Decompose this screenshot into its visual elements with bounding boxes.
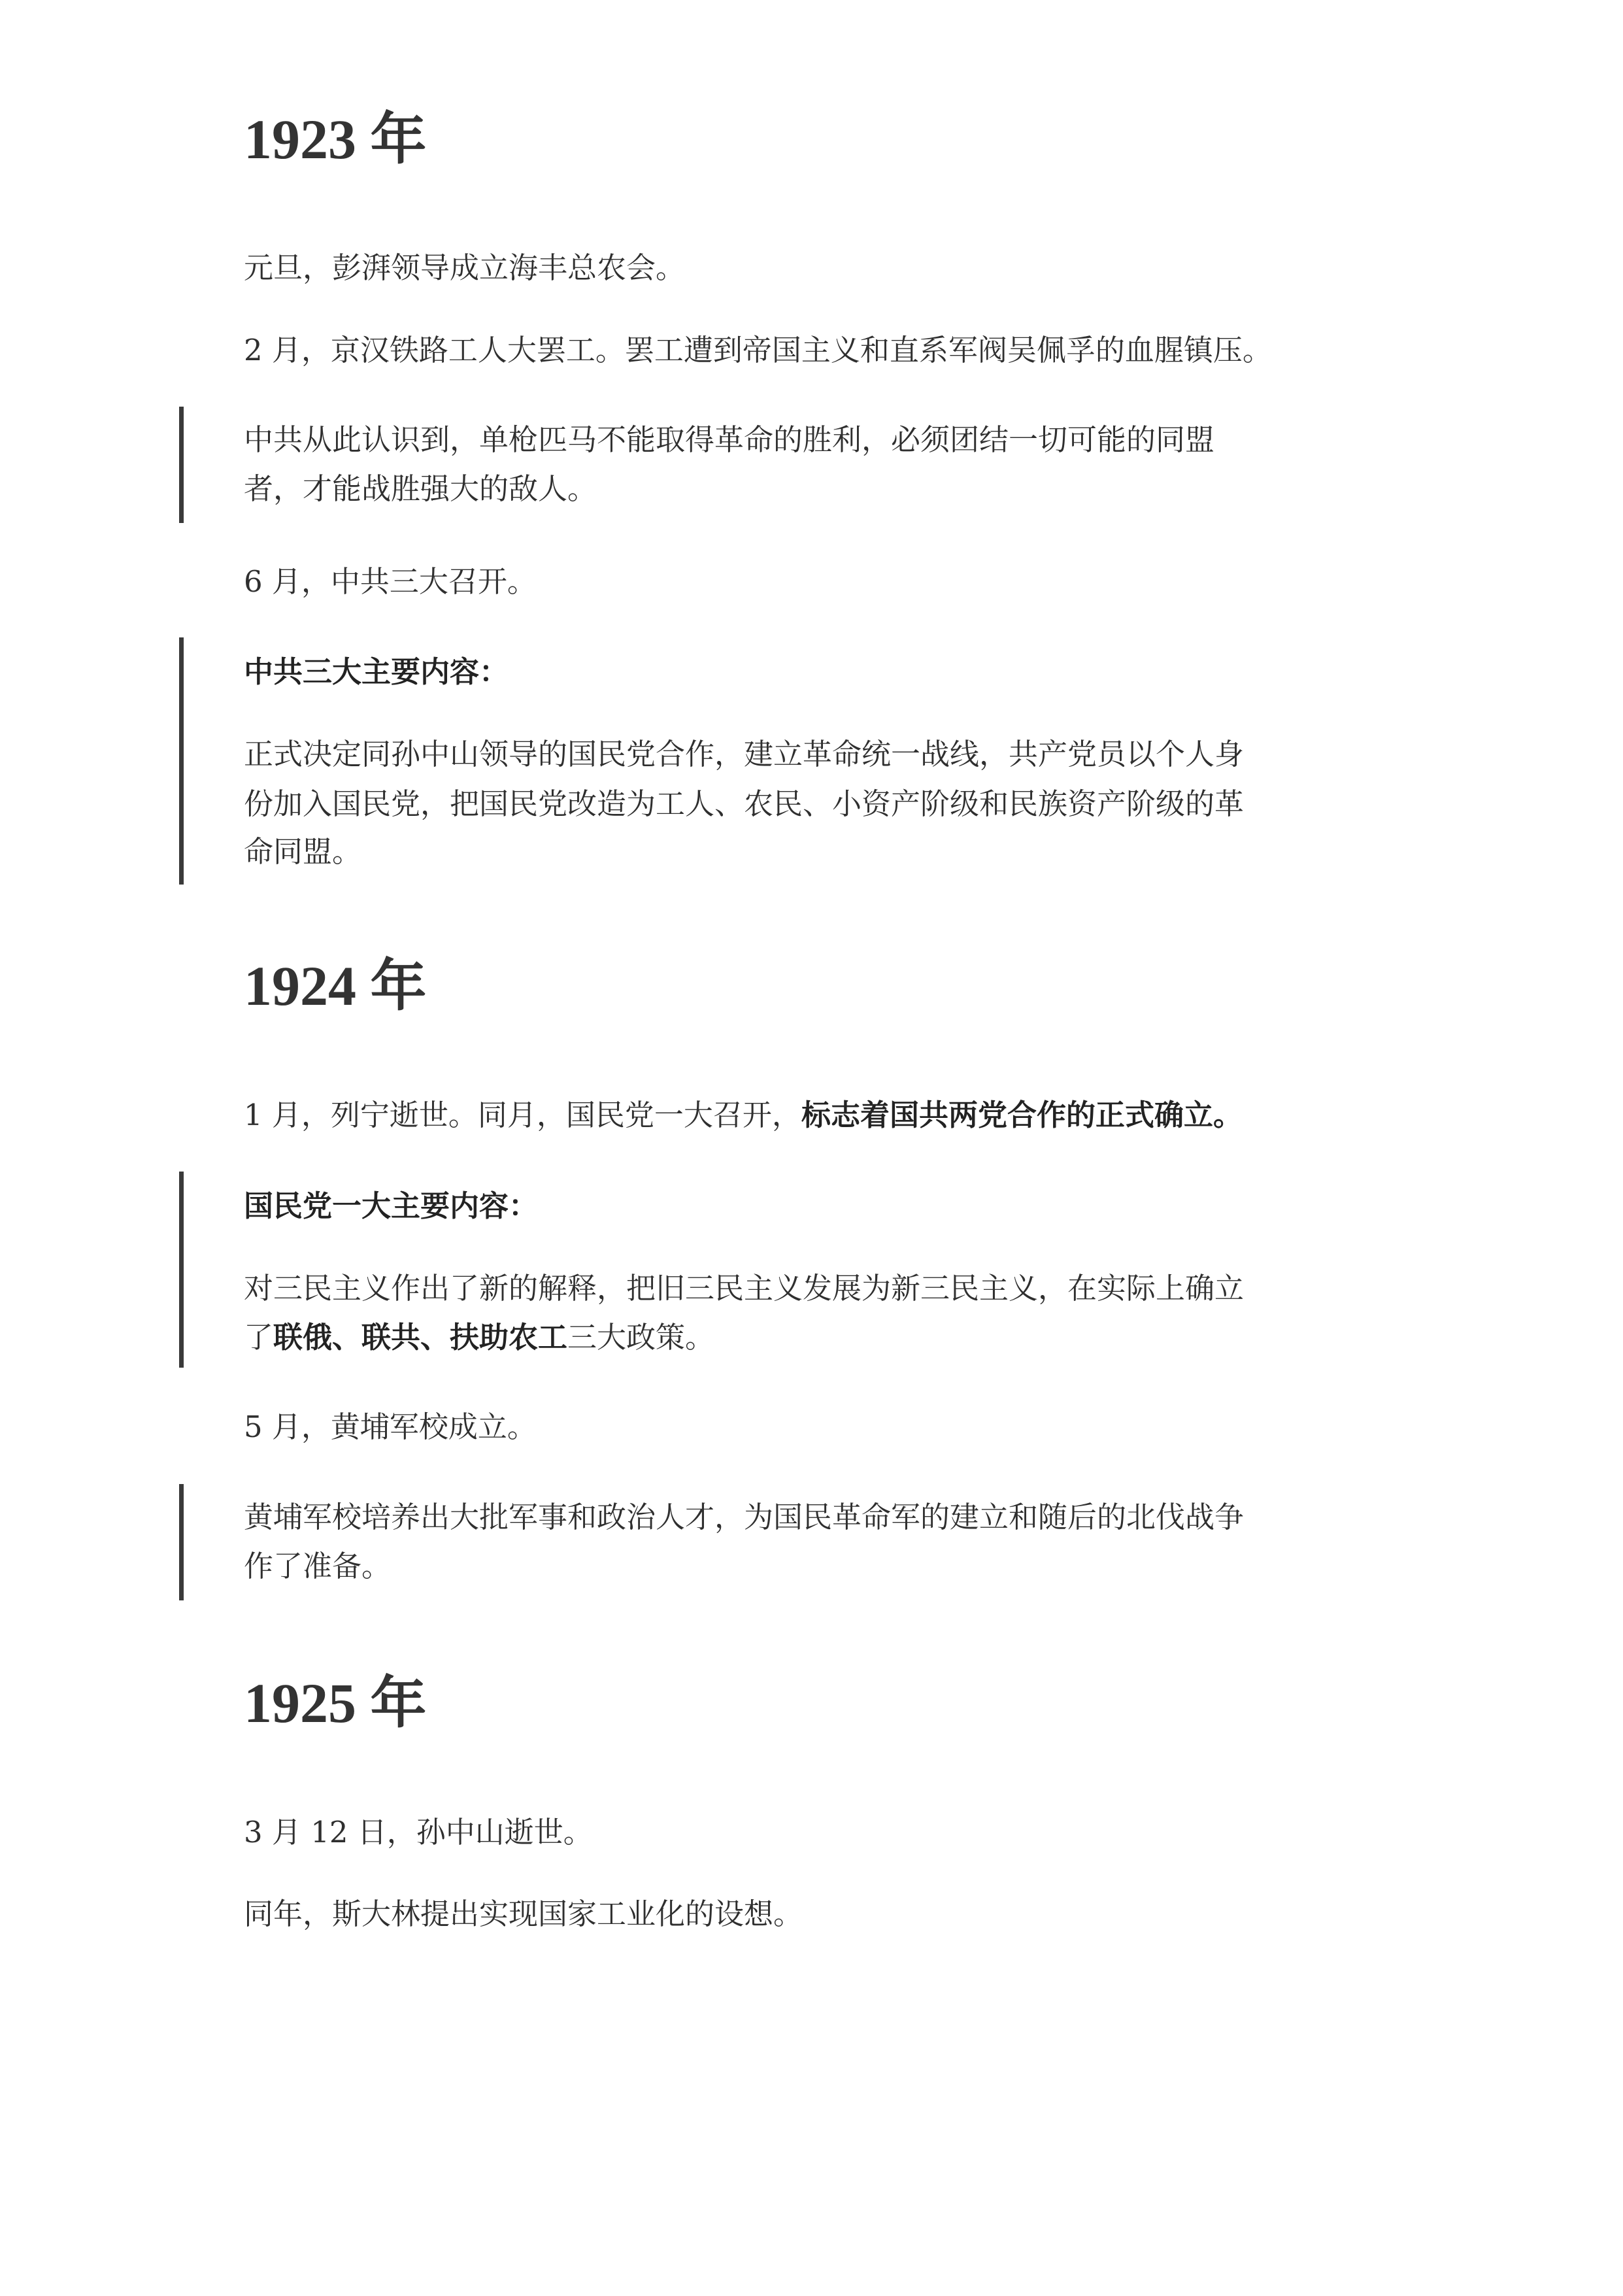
event-paragraph: 同年，斯大林提出实现国家工业化的设想。 [244, 1897, 803, 1931]
blockquote-line: 正式决定同孙中山领导的国民党合作，建立革命统一战线，共产党员以个人身 [244, 737, 1245, 771]
blockquote-line: 对三民主义作出了新的解释，把旧三民主义发展为新三民主义，在实际上确立 [244, 1271, 1245, 1306]
blockquote-text: 三大政策。 [567, 1320, 715, 1355]
blockquote-heading: 中共三大主要内容： [244, 654, 509, 689]
policy-emphasis: 联俄、联共、扶助农工 [273, 1320, 568, 1355]
blockquote-bar [179, 637, 184, 885]
blockquote-line: 作了准备。 [244, 1549, 392, 1583]
blockquote-bar [179, 1172, 184, 1368]
year-heading-1923: 1923 年 [244, 108, 427, 171]
blockquote-line: 中共从此认识到，单枪匹马不能取得革命的胜利，必须团结一切可能的同盟 [244, 422, 1215, 457]
event-paragraph: 元旦，彭湃领导成立海丰总农会。 [244, 250, 686, 285]
event-text: 1 月，列宁逝世。同月，国民党一大召开， [244, 1098, 801, 1132]
year-heading-1924: 1924 年 [244, 954, 427, 1017]
blockquote-line: 命同盟。 [244, 834, 362, 869]
blockquote-text: 了 [244, 1320, 274, 1355]
blockquote-line: 份加入国民党，把国民党改造为工人、农民、小资产阶级和民族资产阶级的革 [244, 786, 1245, 821]
event-paragraph: 2 月，京汉铁路工人大罢工。罢工遭到帝国主义和直系军阀吴佩孚的血腥镇压。 [244, 333, 1272, 367]
event-paragraph: 6 月，中共三大召开。 [244, 564, 537, 599]
blockquote-line: 黄埔军校培养出大批军事和政治人才，为国民革命军的建立和随后的北伐战争 [244, 1500, 1245, 1534]
blockquote-line: 者，才能战胜强大的敌人。 [244, 471, 597, 506]
blockquote-bar [179, 1484, 184, 1600]
year-heading-1925: 1925 年 [244, 1672, 427, 1734]
blockquote-bar [179, 407, 184, 523]
event-emphasis: 标志着国共两党合作的正式确立。 [801, 1098, 1243, 1132]
blockquote-heading: 国民党一大主要内容： [244, 1189, 539, 1223]
event-paragraph: 3 月 12 日，孙中山逝世。 [244, 1815, 593, 1849]
blockquote-line [244, 1313, 1394, 1362]
event-paragraph [244, 1090, 1394, 1140]
event-paragraph: 5 月，黄埔军校成立。 [244, 1410, 537, 1444]
